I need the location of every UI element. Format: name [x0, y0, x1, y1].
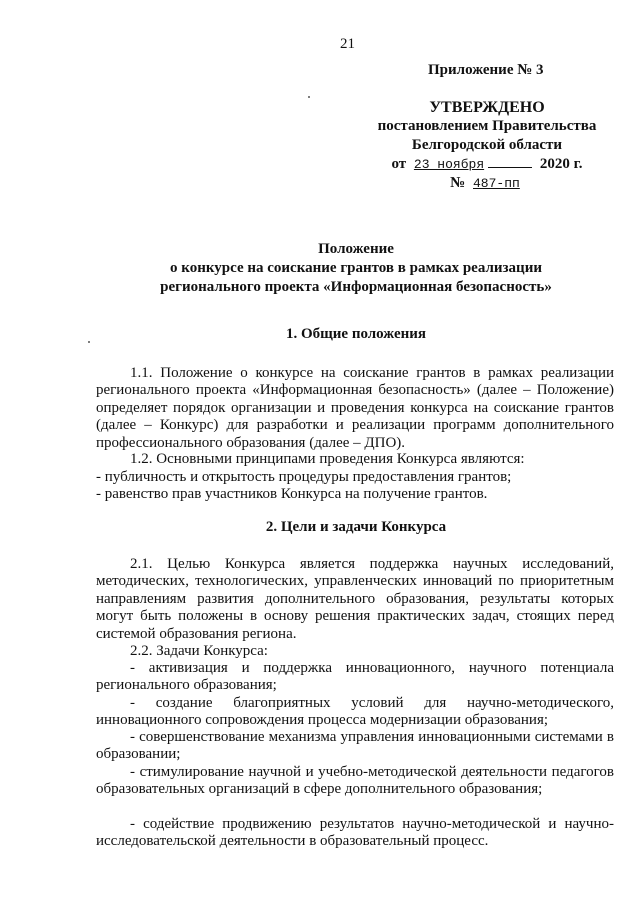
date-prefix: от	[391, 156, 407, 172]
approval-block	[370, 98, 604, 193]
section-2-list-item-5: - содействие продвижению результатов научно-методической и научно-исследовательской деятельности в образовательный процесс.	[96, 816, 614, 850]
approval-line-1: постановлением Правительства	[377, 118, 597, 134]
section-2-list-item-2: - создание благоприятных условий для научно-методического, инновационного сопровождения процесса модернизации образования;	[96, 695, 614, 729]
section-2-heading: 2. Цели и задачи Конкурса	[265, 519, 447, 535]
title-line-1: Положение	[318, 241, 394, 257]
section-2-list-item-1: - активизация и поддержка инновационного, научного потенциала регионального образования;	[96, 660, 614, 694]
section-2-paragraph-2: 2.2. Задачи Конкурса:	[130, 643, 268, 659]
scan-speck	[308, 96, 310, 98]
section-2-paragraph-1: 2.1. Целью Конкурса является поддержка научных исследований, методических, технологических, управленческих инноваций по приоритетным направлениям развития дополнительного образования, результаты которых могут быть положены в основу решения практических задач, стоящих перед системой образования региона.	[96, 556, 614, 642]
date-underline	[488, 155, 532, 168]
approval-date-line	[370, 155, 604, 174]
date-value: 23 ноября	[413, 157, 485, 172]
approval-number-line	[370, 174, 604, 193]
section-2-list-item-3: - совершенствование механизма управления инновационными системами в образовании;	[96, 729, 614, 763]
section-2-list-item-4: - стимулирование научной и учебно-методической деятельности педагогов образовательных организаций в сфере дополнительного образования;	[96, 764, 614, 798]
page-number: 21	[340, 36, 355, 52]
title-line-2: о конкурсе на соискание грантов в рамках реализации	[170, 260, 542, 276]
document-title	[96, 240, 616, 297]
section-1-paragraph-2: 1.2. Основными принципами проведения Конкурса являются:	[130, 451, 525, 467]
number-value: 487-пп	[473, 176, 520, 191]
approval-title: УТВЕРЖДЕНО	[429, 99, 545, 116]
section-1-list-item-1: - публичность и открытость процедуры предоставления грантов;	[96, 469, 512, 485]
number-prefix: №	[450, 175, 466, 191]
section-1-list-item-2: - равенство прав участников Конкурса на получение грантов.	[96, 486, 488, 502]
date-year: 2020 г.	[539, 156, 583, 172]
title-line-3: регионального проекта «Информационная безопасность»	[160, 279, 552, 295]
section-1-paragraph-1: 1.1. Положение о конкурсе на соискание грантов в рамках реализации регионального проекта «Информационная безопасность» (далее – Положение) определяет порядок организации и проведения конкурса на соискание грантов (далее – Конкурс) для разработки и реализации программ дополнительного профессионального образования (далее – ДПО).	[96, 365, 614, 451]
appendix-label: Приложение № 3	[428, 62, 544, 78]
scan-speck	[88, 341, 90, 343]
approval-line-2: Белгородской области	[411, 137, 563, 153]
section-1-heading: 1. Общие положения	[285, 326, 427, 342]
